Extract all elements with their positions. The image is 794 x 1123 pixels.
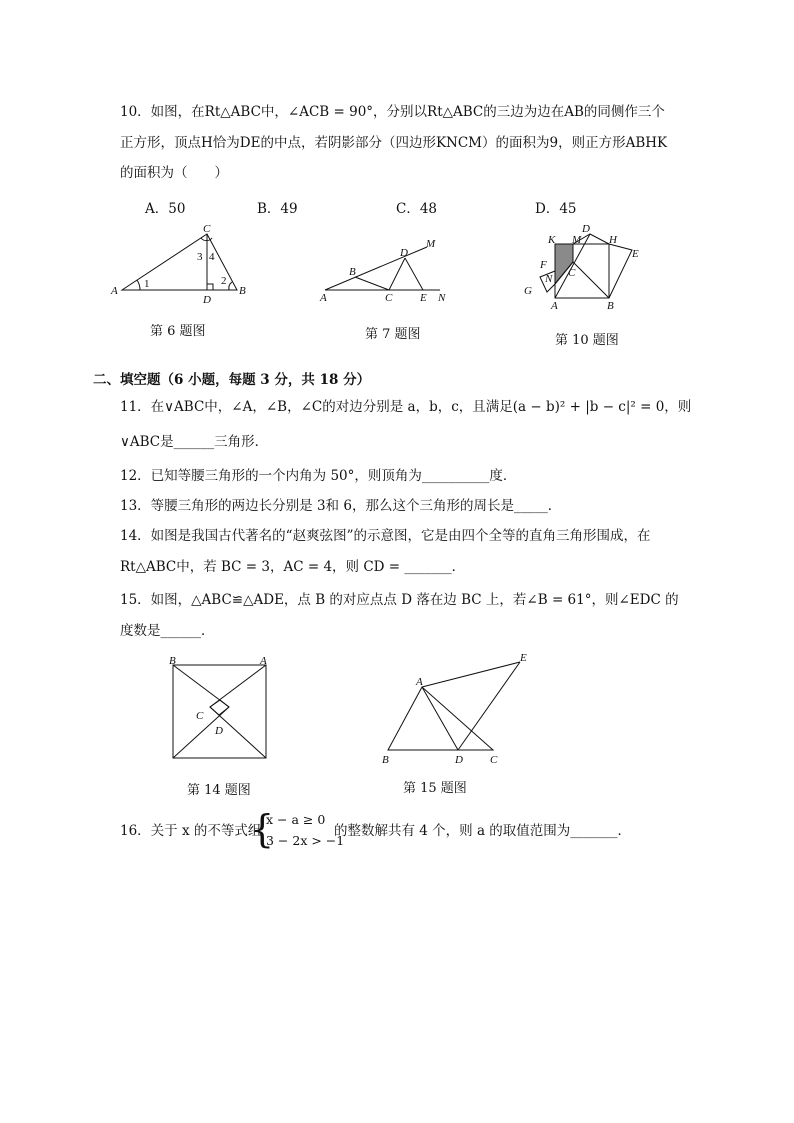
- fig10-segment-cb: [573, 262, 609, 298]
- caption-fig7: 第 7 题图: [365, 327, 421, 342]
- q11-line-1: 11．在∨ABC中，∠A，∠B，∠C的对边分别是 a，b，c，且满足(a − b)² + |b − c|² = 0，则: [120, 399, 692, 415]
- fig7-label-e: E: [420, 292, 427, 304]
- q16-inequality-1: x − a ≥ 0: [266, 812, 326, 827]
- figure-6: [100, 220, 270, 310]
- fig6-right-angle-mark: [207, 284, 213, 290]
- fig10-label-a: A: [551, 300, 558, 312]
- caption-fig14: 第 14 题图: [187, 783, 251, 798]
- fig6-label-4: 4: [209, 251, 215, 263]
- fig10-label-n: N: [545, 273, 553, 285]
- fig7-label-c: C: [385, 292, 393, 304]
- fig6-label-2: 2: [221, 275, 227, 287]
- figure-15: [375, 650, 535, 770]
- fig7-label-a: A: [320, 292, 327, 304]
- fig7-segment-de: [405, 258, 423, 290]
- figure-7: [315, 235, 460, 305]
- fig10-label-g: G: [524, 285, 532, 297]
- fig14-label-d: D: [215, 725, 223, 737]
- fig10-label-h: H: [609, 234, 617, 246]
- fig10-label-f: F: [540, 259, 547, 271]
- fig15-label-b: B: [382, 754, 389, 766]
- section-2-heading: 二、填空题（6 小题，每题 3 分，共 18 分）: [93, 372, 371, 388]
- caption-fig10: 第 10 题图: [555, 333, 619, 348]
- q15-line-2: 度数是______．: [120, 623, 215, 639]
- q16-brace: {: [250, 807, 275, 851]
- q10-line-1: 10．如图，在Rt△ABC中，∠ACB = 90°，分别以Rt△ABC的三边为边在AB的同侧作三个: [120, 104, 665, 120]
- fig6-label-d: D: [203, 294, 211, 306]
- fig14-label-b: B: [169, 655, 176, 667]
- q10-option-c: C．48: [396, 201, 438, 217]
- q10-option-a: A．50: [145, 201, 186, 217]
- figure-14: [160, 655, 280, 770]
- fig6-label-a: A: [111, 285, 118, 297]
- fig6-label-c: C: [203, 223, 211, 235]
- caption-fig6: 第 6 题图: [150, 324, 206, 339]
- fig10-label-b: B: [607, 300, 614, 312]
- q13-line: 13．等腰三角形的两边长分别是 3和 6，那么这个三角形的周长是_____．: [120, 498, 562, 514]
- fig6-triangle: [122, 234, 237, 290]
- fig14-label-c: C: [196, 710, 204, 722]
- fig6-angle-1-arc: [137, 280, 140, 290]
- caption-fig15: 第 15 题图: [403, 781, 467, 796]
- fig6-label-b: B: [239, 285, 246, 297]
- fig7-label-d: D: [400, 247, 408, 259]
- fig6-label-3: 3: [197, 251, 203, 263]
- fig14-outer-square: [173, 665, 266, 758]
- fig15-label-d: D: [455, 754, 463, 766]
- q16-suffix: 的整数解共有 4 个，则 a 的取值范围为_______．: [334, 823, 632, 839]
- q10-option-d: D．45: [535, 201, 577, 217]
- fig14-label-a: A: [260, 655, 267, 667]
- fig10-label-k: K: [548, 234, 556, 246]
- fig7-label-n: N: [438, 292, 446, 304]
- q10-line-3: 的面积为（ ）: [120, 165, 228, 181]
- q14-line-2: Rt△ABC中，若 BC = 3，AC = 4，则 CD = _______．: [120, 559, 466, 575]
- fig10-label-c: C: [568, 267, 576, 279]
- q12-line: 12．已知等腰三角形的一个内角为 50°，则顶角为__________度．: [120, 468, 517, 484]
- fig15-label-c: C: [490, 754, 498, 766]
- fig7-segment-cd: [389, 258, 405, 290]
- fig10-label-e: E: [632, 248, 639, 260]
- fig14-inner-square: [210, 700, 229, 715]
- fig10-square-right: [609, 244, 632, 298]
- q10-line-2: 正方形，顶点H恰为DE的中点，若阴影部分（四边形KNCM）的面积为9，则正方形ABHK: [120, 135, 668, 151]
- fig7-label-b: B: [349, 266, 356, 278]
- q14-line-1: 14．如图是我国古代著名的“赵爽弦图”的示意图，它是由四个全等的直角三角形围成，在: [120, 528, 651, 544]
- q10-option-b: B．49: [257, 201, 298, 217]
- q15-line-1: 15．如图，△ABC≌△ADE，点 B 的对应点点 D 落在边 BC 上，若∠B = 61°，则∠EDC 的: [120, 592, 679, 608]
- fig15-segment-ad: [422, 687, 458, 750]
- q16-prefix: 16．关于 x 的不等式组: [120, 823, 262, 839]
- q16-inequality-2: 3 − 2x > −1: [266, 833, 345, 848]
- fig15-label-a: A: [416, 676, 423, 688]
- fig10-label-d: D: [582, 223, 590, 235]
- fig7-segment-bc: [355, 277, 389, 290]
- fig15-label-e: E: [520, 652, 527, 664]
- fig6-angle-2-arc: [229, 282, 232, 290]
- fig10-label-m: M: [572, 234, 582, 246]
- fig7-label-m: M: [426, 238, 436, 250]
- q11-line-2: ∨ABC是______三角形．: [120, 434, 269, 450]
- fig7-ray-am: [325, 247, 427, 290]
- figure-10: [515, 222, 655, 317]
- fig6-label-1: 1: [144, 278, 150, 290]
